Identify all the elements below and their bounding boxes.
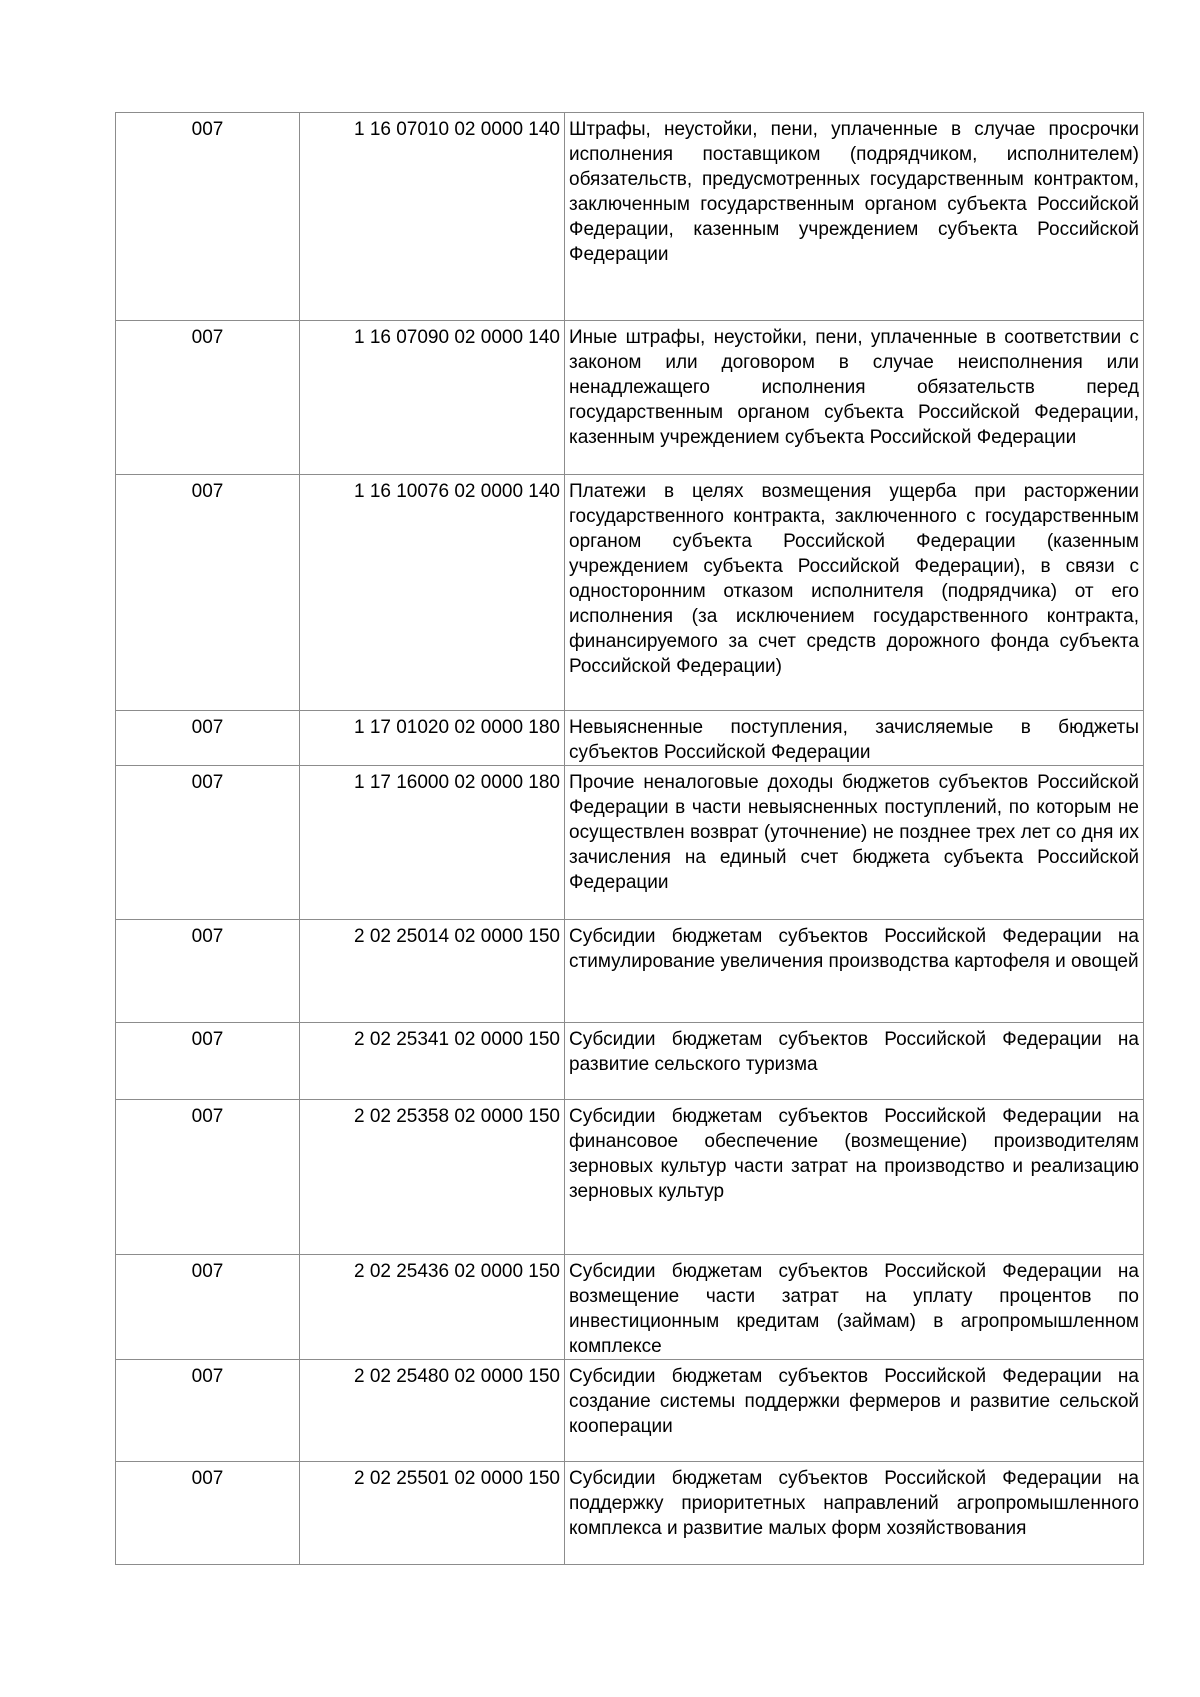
description-cell: Субсидии бюджетам субъектов Российской Федерации на финансовое обеспечение (возмещение) производителям зерновых культур части затрат на производство и реализацию зерновых культур — [565, 1100, 1144, 1255]
description-cell: Штрафы, неустойки, пени, уплаченные в случае просрочки исполнения поставщиком (подрядчиком, исполнителем) обязательств, предусмотренных государственным контрактом, заключенным государственным органом субъекта Российской Федерации, казенным учреждением субъекта Российской Федерации — [565, 113, 1144, 321]
budget-code-cell: 2 02 25436 02 0000 150 — [300, 1255, 565, 1360]
admin-code-cell: 007 — [116, 321, 300, 475]
budget-code-cell: 1 17 01020 02 0000 180 — [300, 711, 565, 766]
table-row — [116, 1462, 1144, 1565]
admin-code-cell: 007 — [116, 711, 300, 766]
budget-code-cell: 1 16 07090 02 0000 140 — [300, 321, 565, 475]
description-cell: Субсидии бюджетам субъектов Российской Федерации на поддержку приоритетных направлений агропромышленного комплекса и развитие малых форм хозяйствования — [565, 1462, 1144, 1565]
admin-code-cell: 007 — [116, 1100, 300, 1255]
table-row — [116, 1255, 1144, 1360]
admin-code-cell: 007 — [116, 920, 300, 1023]
admin-code-cell: 007 — [116, 1462, 300, 1565]
budget-code-cell: 2 02 25341 02 0000 150 — [300, 1023, 565, 1100]
table-row — [116, 711, 1144, 766]
description-cell: Субсидии бюджетам субъектов Российской Федерации на развитие сельского туризма — [565, 1023, 1144, 1100]
table-row — [116, 321, 1144, 475]
budget-code-cell: 2 02 25014 02 0000 150 — [300, 920, 565, 1023]
table-row — [116, 1023, 1144, 1100]
description-cell: Субсидии бюджетам субъектов Российской Федерации на стимулирование увеличения производства картофеля и овощей — [565, 920, 1144, 1023]
budget-code-cell: 2 02 25358 02 0000 150 — [300, 1100, 565, 1255]
admin-code-cell: 007 — [116, 1255, 300, 1360]
description-cell: Прочие неналоговые доходы бюджетов субъектов Российской Федерации в части невыясненных поступлений, по которым не осуществлен возврат (уточнение) не позднее трех лет со дня их зачисления на единый счет бюджета субъекта Российской Федерации — [565, 766, 1144, 920]
budget-code-cell: 1 16 07010 02 0000 140 — [300, 113, 565, 321]
description-cell: Платежи в целях возмещения ущерба при расторжении государственного контракта, заключенного с государственным органом субъекта Российской Федерации (казенным учреждением субъекта Российской Федерации), в связи с односторонним отказом исполнителя (подрядчика) от его исполнения (за исключением государственного контракта, финансируемого за счет средств дорожного фонда субъекта Российской Федерации) — [565, 475, 1144, 711]
budget-code-cell: 1 16 10076 02 0000 140 — [300, 475, 565, 711]
admin-code-cell: 007 — [116, 113, 300, 321]
table-row — [116, 766, 1144, 920]
admin-code-cell: 007 — [116, 766, 300, 920]
budget-code-cell: 1 17 16000 02 0000 180 — [300, 766, 565, 920]
admin-code-cell: 007 — [116, 1023, 300, 1100]
description-cell: Невыясненные поступления, зачисляемые в бюджеты субъектов Российской Федерации — [565, 711, 1144, 766]
description-cell: Субсидии бюджетам субъектов Российской Федерации на создание системы поддержки фермеров и развитие сельской кооперации — [565, 1360, 1144, 1462]
admin-code-cell: 007 — [116, 475, 300, 711]
admin-code-cell: 007 — [116, 1360, 300, 1462]
budget-code-cell: 2 02 25480 02 0000 150 — [300, 1360, 565, 1462]
table-row — [116, 920, 1144, 1023]
table-row — [116, 113, 1144, 321]
budget-code-cell: 2 02 25501 02 0000 150 — [300, 1462, 565, 1565]
table-row — [116, 1360, 1144, 1462]
description-cell: Субсидии бюджетам субъектов Российской Федерации на возмещение части затрат на уплату процентов по инвестиционным кредитам (займам) в агропромышленном комплексе — [565, 1255, 1144, 1360]
table-row — [116, 475, 1144, 711]
budget-codes-table — [115, 112, 1144, 1565]
description-cell: Иные штрафы, неустойки, пени, уплаченные в соответствии с законом или договором в случае неисполнения или ненадлежащего исполнения обязательств перед государственным органом субъекта Российской Федерации, казенным учреждением субъекта Российской Федерации — [565, 321, 1144, 475]
table-row — [116, 1100, 1144, 1255]
